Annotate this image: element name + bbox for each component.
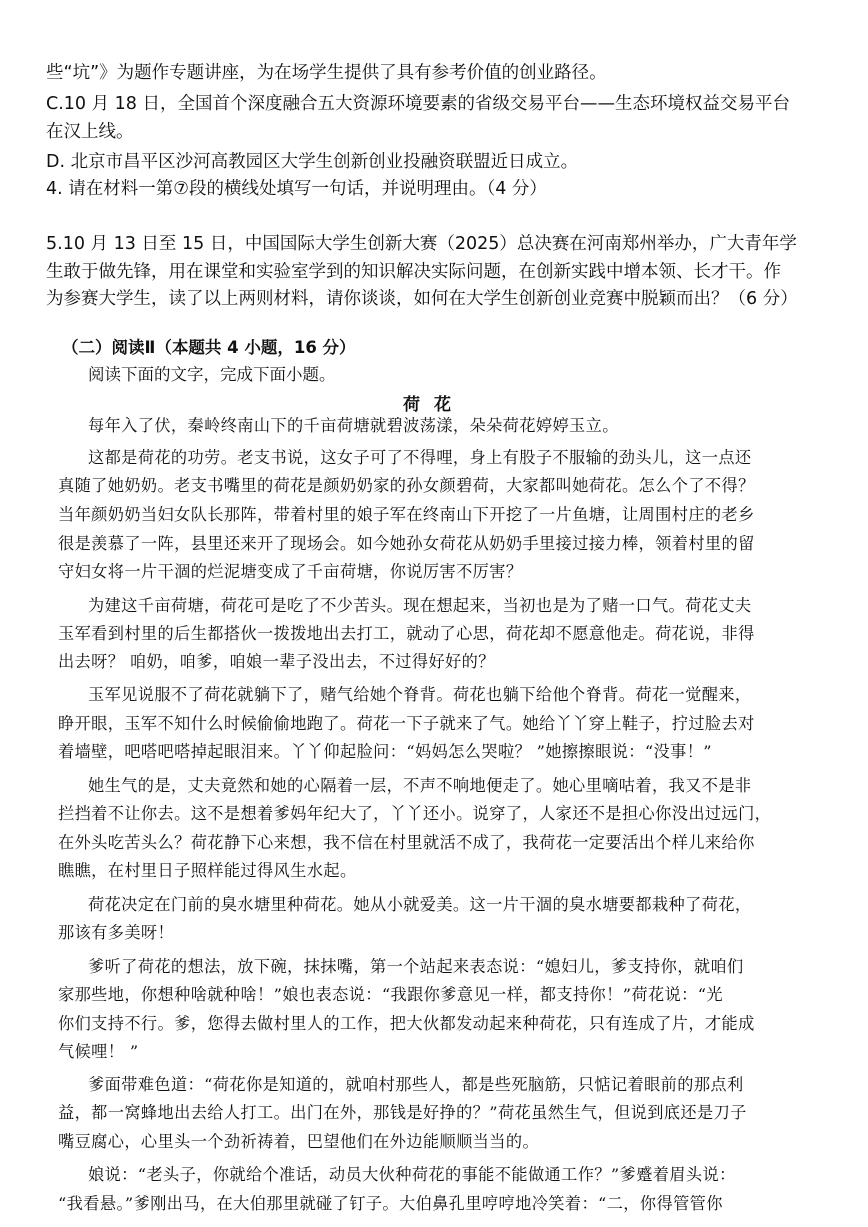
story-line: 嘴豆腐心，心里头一个劲祈祷着，巴望他们在外边能顺顺当当的。 [58,1132,540,1151]
story-line: 每年入了伏，秦岭终南山下的千亩荷塘就碧波荡漾，朵朵荷花婷婷玉立。 [88,416,619,435]
story-line: 瞧瞧，在村里日子照样能过得风生水起。 [58,861,357,880]
question-4: 4. 请在材料一第⑦段的横线处填写一句话，并说明理由。（4 分） [46,179,547,199]
story-line: 守妇女将一片干涸的烂泥塘变成了千亩荷塘，你说厉害不厉害？ [58,562,523,581]
story-line: 你们支持不行。爹，您得去做村里人的工作，把大伙都发动起来种荷花，只有连成了片，才能成 [58,1014,755,1033]
section-instruction: 阅读下面的文字，完成下面小题。 [88,365,336,384]
option-d-line: D. 北京市昌平区沙河高教园区大学生创新创业投融资联盟近日成立。 [46,152,579,172]
story-line: 荷花决定在门前的臭水塘里种荷花。她从小就爱美。这一片干涸的臭水塘要都栽种了荷花， [88,895,752,914]
question-5-line-2: 生敢于做先锋，用在课堂和实验室学到的知识解决实际问题，在创新实践中增本领、长才干。作 [46,262,781,282]
story-line: 爹听了荷花的想法，放下碗，抹抹嘴，第一个站起来表态说：“媳妇儿，爹支持你，就咱们 [88,957,744,976]
option-c-continuation: 在汉上线。 [46,122,134,142]
story-line: 为建这千亩荷塘，荷花可是吃了不少苦头。现在想起来，当初也是为了赌一口气。荷花丈夫 [88,596,752,615]
story-line: 益，都一窝蜂地出去给人打工。出门在外，那钱是好挣的？”荷花虽然生气，但说到底还是刀子 [58,1103,747,1122]
story-title: 荷花 [403,395,465,415]
story-line: “我看悬。”爹刚出马，在大伯那里就碰了钉子。大伯鼻孔里哼哼地冷笑着：“二，你得管管你 [58,1194,723,1213]
story-line: 玉军看到村里的后生都搭伙一拨拨地出去打工，就动了心思，荷花却不愿意他走。荷花说，非得 [58,624,755,643]
story-line: 当年颜奶奶当妇女队长那阵，带着村里的娘子军在终南山下开挖了一片鱼塘，让周围村庄的老乡 [58,505,755,524]
story-line: 气候哩！ ” [58,1042,139,1061]
story-line: 爹面带难色道：“荷花你是知道的，就咱村那些人，都是些死脑筋，只惦记着眼前的那点利 [88,1075,744,1094]
question-5-line-1: 5.10 月 13 日至 15 日，中国国际大学生创新大赛（2025）总决赛在河南郑州举办，广大青年学 [46,234,797,254]
story-line: 真随了她奶奶。老支书嘴里的荷花是颜奶奶家的孙女颜碧荷，大家都叫她荷花。怎么个了不得？ [58,476,755,495]
story-line: 玉军见说服不了荷花就躺下了，赌气给她个脊背。荷花也躺下给他个脊背。荷花一觉醒来， [88,685,752,704]
story-line: 着墙壁，吧嗒吧嗒掉起眼泪来。丫丫仰起脸问：“妈妈怎么哭啦？ ”她擦擦眼说：“没事！” [58,742,712,761]
section-heading: （二）阅读Ⅱ（本题共 4 小题，16 分） [62,338,356,357]
question-text-line: 些“坑”》为题作专题讲座，为在场学生提供了具有参考价值的创业路径。 [46,63,607,83]
option-c-line: C.10 月 18 日，全国首个深度融合五大资源环境要素的省级交易平台——生态环境权益交易平台 [46,94,791,114]
question-5-line-3: 为参赛大学生，读了以上两则材料，请你谈谈，如何在大学生创新创业竞赛中脱颖而出？（6 分） [46,289,798,309]
story-line: 她生气的是，丈夫竟然和她的心隔着一层，不声不响地便走了。她心里嘀咕着，我又不是非 [88,776,752,795]
story-line: 家那些地，你想种啥就种啥！”娘也表态说：“我跟你爹意见一样，都支持你！”荷花说：“光 [58,985,724,1004]
story-line: 娘说：“老头子，你就给个准话，动员大伙种荷花的事能不能做通工作？”爹蹙着眉头说： [88,1165,736,1184]
story-line: 出去呀？ 咱奶，咱爹，咱娘一辈子没出去，不过得好好的？ [58,652,495,671]
story-line: 拦挡着不让你去。这不是想着爹妈年纪大了，丫丫还小。说穿了，人家还不是担心你没出过远门， [58,804,772,823]
story-line: 睁开眼，玉军不知什么时候偷偷地跑了。荷花一下子就来了气。她给丫丫穿上鞋子，拧过脸去对 [58,714,755,733]
story-line: 这都是荷花的功劳。老支书说，这女子可了不得哩，身上有股子不服输的劲头儿，这一点还 [88,448,752,467]
story-line: 在外头吃苦头么？荷花静下心来想，我不信在村里就活不成了，我荷花一定要活出个样儿来给你 [58,833,755,852]
story-line: 那该有多美呀！ [58,923,175,942]
story-line: 很是羡慕了一阵，县里还来开了现场会。如今她孙女荷花从奶奶手里接过接力棒，领着村里的留 [58,534,755,553]
